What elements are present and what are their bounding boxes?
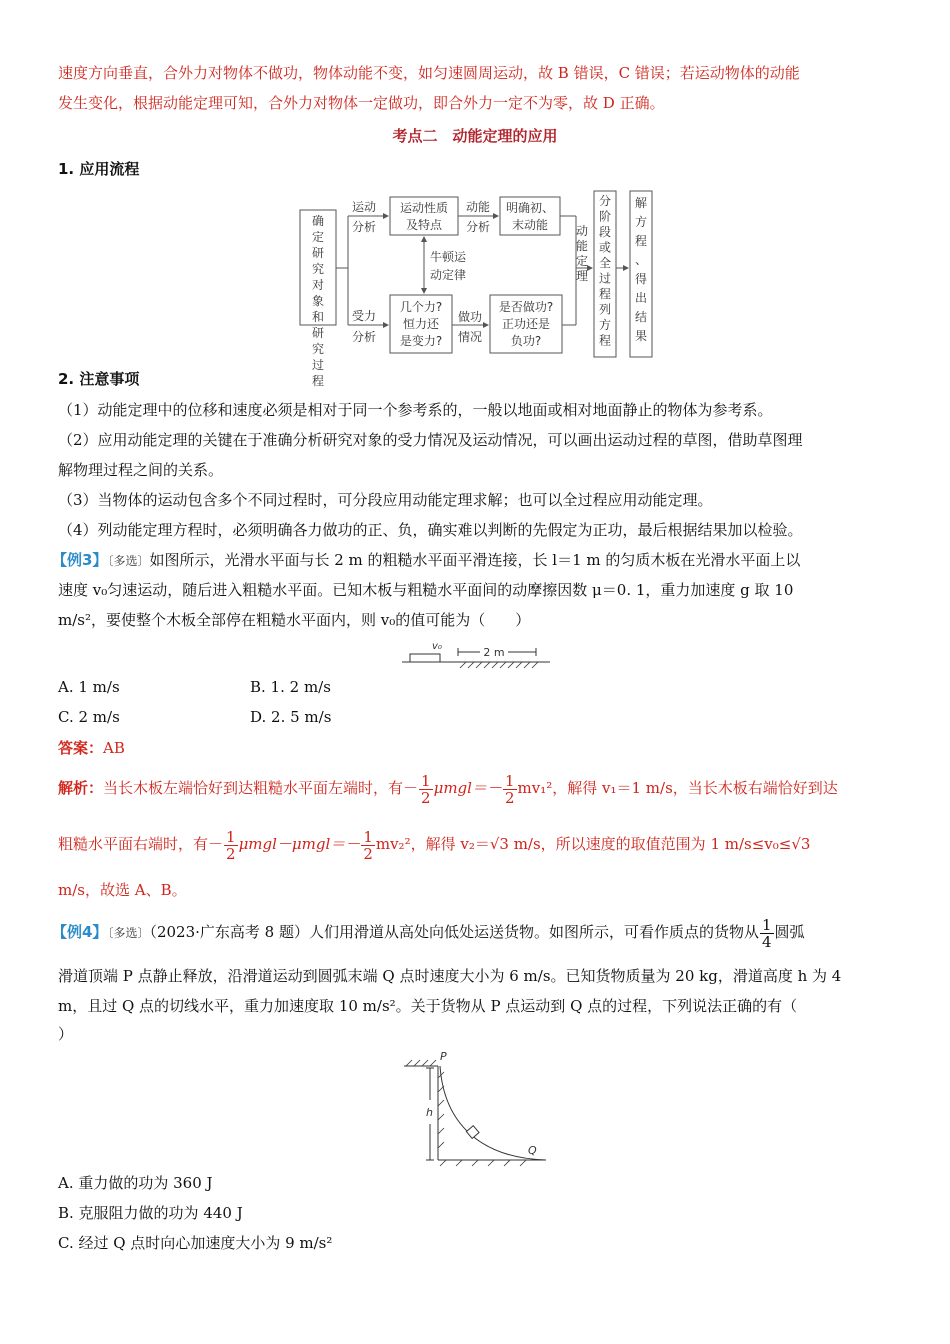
ex4-stem-3: m，且过 Q 点的切线水平，重力加速度取 10 m/s²。关于货物从 P 点运动到 Q 点的过程，下列说法正确的有（ [58,997,798,1015]
ex3-frac-1-den: 2 [421,788,431,807]
box-eq-text [599,193,611,348]
note-2a: （2）应用动能定理的关键在于准确分析研究对象的受力情况及运动情况，可以画出运动过程的草图，借助草图理 [58,431,803,449]
ex3-option-d[interactable]: D. 2. 5 m/s [250,708,332,726]
ex3-fig-v0: v₀ [432,641,442,652]
note-3: （3）当物体的运动包含多个不同过程时，可分段应用动能定理求解；也可以全过程应用动能定理。 [58,491,713,509]
label-work-1: 做功 [458,310,483,324]
ex3-a1-mid: μmgl＝－ [433,779,502,797]
ex4-stem-2: 滑道顶端 P 点静止释放，沿滑道运动到圆弧末端 Q 点时速度大小为 6 m/s。已知货物质量为 20 kg，滑道高度 h 为 4 [58,967,842,985]
t-eq-char: 程 [598,333,612,348]
flow-diagram [290,185,670,388]
t-result-char: 、 [634,253,648,267]
note-4: （4）列动能定理方程时，必须明确各力做功的正、负，确实难以判断的先假定为正功，最后根据结果加以检验。 [58,521,803,539]
ex3-option-a[interactable]: A. 1 m/s [58,678,120,696]
box-force-text-1: 几个力? [399,300,443,314]
ex3-board [410,654,440,662]
ex3-frac-4-den: 2 [363,844,373,863]
t-theorem-char: 理 [575,269,589,283]
newton-text-2: 动定律 [430,268,467,282]
ex3-analysis-label: 解析： [58,779,104,797]
t-theorem-char: 能 [575,239,589,253]
box-result-text [635,196,647,343]
ex4-fig-q: Q [528,1144,537,1157]
t-start-char: 定 [311,230,325,244]
box-force-text-3: 是变力? [399,334,443,348]
ex3-a2-mid: μmgl－μmgl＝－ [238,835,361,853]
ex4-frac-num: 1 [761,915,772,934]
t-eq-char: 程 [598,287,612,301]
t-result-char: 果 [634,329,648,343]
ex4-frac [760,917,774,950]
note-2b: 解物理过程之间的关系。 [58,461,224,479]
ex3-answer-label: 答案： [58,739,104,757]
ex3-frac-3-den: 2 [226,844,236,863]
t-result-char: 得 [634,272,648,286]
t-start-char: 程 [311,374,325,388]
box-force-text-2: 恒力还 [402,317,440,331]
ex4-cargo [466,1126,479,1139]
note-1: （1）动能定理中的位移和速度必须是相对于同一个参考系的，一般以地面或相对地面静止的物体为参考系。 [58,401,773,419]
label-motion-2: 分析 [352,220,377,234]
ex3-stem-1 [52,550,892,571]
ex3-frac-1-num: 1 [421,771,431,790]
ex4-option-b[interactable]: B. 克服阻力做的功为 440 J [58,1204,243,1222]
t-result-char: 解 [634,196,648,210]
ex4-stem-4: ） [58,1025,74,1043]
t-start-char: 研 [311,246,325,260]
t-theorem-char: 定 [575,254,589,268]
ex3-a1-pre: 当长木板左端恰好到达粗糙水平面左端时，有－ [103,779,419,797]
ex3-frac-3-num: 1 [226,827,236,846]
ex3-stem-1-text: 如图所示，光滑水平面与长 2 m 的粗糙水平面平滑连接，长 l＝1 m 的匀质木板在光滑水平面上以 [149,551,801,569]
label-work-2: 情况 [458,330,483,344]
ex3-answer [58,738,892,758]
ex3-tag: 〔多选〕 [107,554,150,568]
ex3-frac-2-den: 2 [504,788,515,807]
ex4-tag: 〔多选〕 [107,926,150,940]
ex3-a1-post: mv₁²，解得 v₁＝1 m/s，当长木板右端恰好到达 [517,779,838,797]
ex3-analysis-3: m/s，故选 A、B。 [58,881,187,899]
ex4-stem-1 [52,914,892,951]
ex4-stem-1-post: 圆弧 [774,923,805,941]
t-eq-char: 分 [598,194,612,208]
ex3-analysis-2 [58,826,892,862]
ex3-frac-4 [361,829,375,862]
explanation-line-2: 发生变化，根据动能定理可知，合外力对物体一定做功，即合外力一定不为零，故 D 正确。 [58,94,665,112]
ex3-stem-3: m/s²，要使整个木板全部停在粗糙水平面内，则 v₀的值可能为（ ） [58,611,531,629]
ex3-stem-2: 速度 v₀匀速运动，随后进入粗糙水平面。已知木板与粗糙水平面间的动摩擦因数 μ＝0. 1，重力加速度 g 取 10 [58,581,794,599]
label-ke-2: 分析 [466,220,491,234]
box-ke-text-2: 末动能 [511,218,549,232]
ex3-analysis-1 [58,770,892,806]
ex3-option-b[interactable]: B. 1. 2 m/s [250,678,331,696]
t-result-char: 结 [634,310,648,324]
ex3-frac-3 [224,829,238,862]
section-title: 考点二 动能定理的应用 [392,127,558,145]
ex3-frac-2 [503,773,517,806]
ex4-option-a[interactable]: A. 重力做的功为 360 J [58,1174,213,1192]
t-eq-char: 列 [598,302,612,317]
box-work-text-3: 负功? [510,334,542,348]
ex4-stem-1-pre: （2023·广东高考 8 题）人们用滑道从高处向低处运送货物。如图所示，可看作质点的货物从 [149,923,759,941]
start-text [312,214,324,388]
box-motion-text-2: 及特点 [405,218,443,232]
label-force-2: 分析 [352,330,377,344]
ex3-fig-len: 2 m [483,646,505,659]
ex3-a2-post: mv₂²，解得 v₂＝√3 m/s，所以速度的取值范围为 1 m/s≤v₀≤√3 [375,835,811,853]
t-result-char: 程 [634,234,648,248]
t-result-char: 出 [634,291,648,305]
t-start-char: 象 [311,294,325,308]
ex4-option-c[interactable]: C. 经过 Q 点时向心加速度大小为 9 m/s² [58,1234,333,1252]
t-start-char: 确 [311,214,325,228]
ex3-answer-value: AB [103,739,125,757]
newton-text-1: 牛顿运 [430,250,467,264]
ex3-option-c[interactable]: C. 2 m/s [58,708,120,726]
t-eq-char: 过 [598,271,612,286]
ex4-frac-den: 4 [761,932,772,951]
ex3-frac-4-num: 1 [363,827,373,846]
ex3-a2-pre: 粗糙水平面右端时，有－ [58,835,224,853]
t-start-char: 过 [311,358,325,372]
label-motion-1: 运动 [352,200,377,214]
t-eq-char: 方 [598,318,612,332]
t-eq-char: 全 [598,256,612,270]
box-motion-text-1: 运动性质 [399,201,449,215]
t-eq-char: 阶 [598,209,612,224]
t-result-char: 方 [634,215,648,229]
t-start-char: 究 [311,342,325,356]
t-theorem-char: 动 [575,224,589,238]
box-ke-text-1: 明确初、 [505,201,555,215]
flow-heading: 1. 应用流程 [58,160,140,178]
ex3-figure [400,640,552,668]
notes-heading: 2. 注意事项 [58,370,140,388]
ex4-label: 【例4】 [52,923,108,941]
ex4-figure [400,1048,550,1166]
box-work-text-1: 是否做功? [498,300,554,314]
ex3-frac-1 [419,773,433,806]
ex4-fig-p: P [440,1050,447,1063]
ex3-frac-2-num: 1 [504,771,515,790]
ex4-fig-h: h [426,1106,433,1119]
t-eq-char: 或 [598,240,612,255]
t-start-char: 对 [311,278,325,292]
ex3-label: 【例3】 [52,551,108,569]
t-eq-char: 段 [598,225,612,239]
label-ke-1: 动能 [466,200,491,214]
box-work-text-2: 正功还是 [501,317,551,331]
explanation-line-1: 速度方向垂直，合外力对物体不做功，物体动能不变，如匀速圆周运动，故 B 错误，C 错误；若运动物体的动能 [58,64,800,82]
label-theorem [576,223,588,283]
t-start-char: 究 [311,262,325,276]
label-force-1: 受力 [352,309,377,323]
t-start-char: 和 [311,310,325,324]
t-start-char: 研 [311,326,325,340]
